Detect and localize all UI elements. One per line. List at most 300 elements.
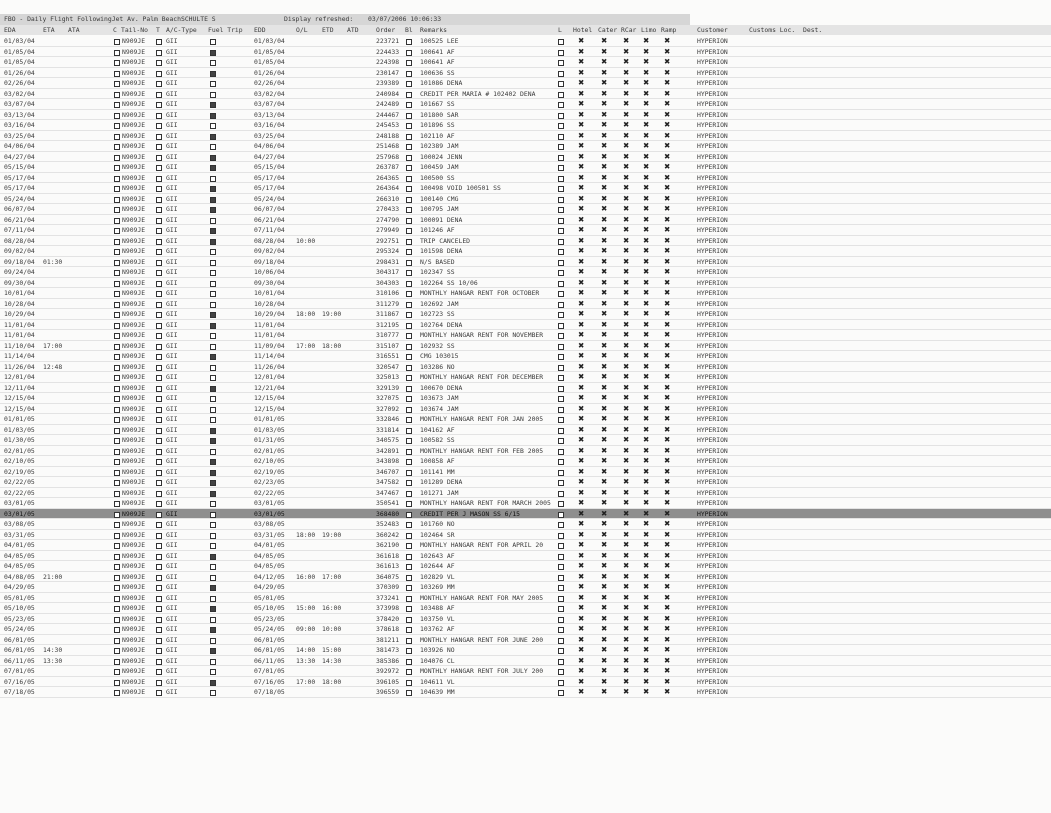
limo-x-icon[interactable] bbox=[643, 78, 649, 89]
c-checkbox[interactable] bbox=[114, 312, 120, 318]
table-row[interactable] bbox=[0, 152, 1051, 163]
fuel-trip-checkbox[interactable] bbox=[210, 680, 216, 686]
ramp-x-icon[interactable] bbox=[664, 372, 670, 383]
l-checkbox[interactable] bbox=[558, 323, 564, 329]
rcar-x-icon[interactable] bbox=[623, 519, 629, 530]
limo-x-icon[interactable] bbox=[643, 645, 649, 656]
c-checkbox[interactable] bbox=[114, 144, 120, 150]
table-row[interactable] bbox=[0, 425, 1051, 436]
bl-checkbox[interactable] bbox=[406, 396, 412, 402]
l-checkbox[interactable] bbox=[558, 386, 564, 392]
c-checkbox[interactable] bbox=[114, 428, 120, 434]
fuel-trip-checkbox[interactable] bbox=[210, 218, 216, 224]
l-checkbox[interactable] bbox=[558, 554, 564, 560]
fuel-trip-checkbox[interactable] bbox=[210, 638, 216, 644]
fuel-trip-checkbox[interactable] bbox=[210, 260, 216, 266]
hotel-x-icon[interactable] bbox=[578, 330, 584, 341]
bl-checkbox[interactable] bbox=[406, 470, 412, 476]
fuel-trip-checkbox[interactable] bbox=[210, 627, 216, 633]
fuel-trip-checkbox[interactable] bbox=[210, 113, 216, 119]
ramp-x-icon[interactable] bbox=[664, 509, 670, 520]
l-checkbox[interactable] bbox=[558, 690, 564, 696]
table-row[interactable] bbox=[0, 309, 1051, 320]
cater-x-icon[interactable] bbox=[601, 467, 607, 478]
l-checkbox[interactable] bbox=[558, 81, 564, 87]
fuel-trip-checkbox[interactable] bbox=[210, 323, 216, 329]
cater-x-icon[interactable] bbox=[601, 194, 607, 205]
c-checkbox[interactable] bbox=[114, 522, 120, 528]
hotel-x-icon[interactable] bbox=[578, 435, 584, 446]
col-atd[interactable]: ATD bbox=[347, 26, 359, 34]
l-checkbox[interactable] bbox=[558, 123, 564, 129]
c-checkbox[interactable] bbox=[114, 197, 120, 203]
ramp-x-icon[interactable] bbox=[664, 267, 670, 278]
table-row[interactable] bbox=[0, 162, 1051, 173]
l-checkbox[interactable] bbox=[558, 333, 564, 339]
bl-checkbox[interactable] bbox=[406, 165, 412, 171]
hotel-x-icon[interactable] bbox=[578, 509, 584, 520]
c-checkbox[interactable] bbox=[114, 165, 120, 171]
table-row[interactable] bbox=[0, 236, 1051, 247]
bl-checkbox[interactable] bbox=[406, 249, 412, 255]
t-checkbox[interactable] bbox=[156, 354, 162, 360]
fuel-trip-checkbox[interactable] bbox=[210, 249, 216, 255]
t-checkbox[interactable] bbox=[156, 144, 162, 150]
table-row[interactable] bbox=[0, 603, 1051, 614]
c-checkbox[interactable] bbox=[114, 228, 120, 234]
hotel-x-icon[interactable] bbox=[578, 372, 584, 383]
table-row[interactable] bbox=[0, 173, 1051, 184]
t-checkbox[interactable] bbox=[156, 554, 162, 560]
cater-x-icon[interactable] bbox=[601, 561, 607, 572]
bl-checkbox[interactable] bbox=[406, 155, 412, 161]
t-checkbox[interactable] bbox=[156, 501, 162, 507]
cater-x-icon[interactable] bbox=[601, 152, 607, 163]
rcar-x-icon[interactable] bbox=[623, 551, 629, 562]
cater-x-icon[interactable] bbox=[601, 456, 607, 467]
l-checkbox[interactable] bbox=[558, 144, 564, 150]
cater-x-icon[interactable] bbox=[601, 624, 607, 635]
ramp-x-icon[interactable] bbox=[664, 110, 670, 121]
l-checkbox[interactable] bbox=[558, 260, 564, 266]
table-row[interactable] bbox=[0, 614, 1051, 625]
fuel-trip-checkbox[interactable] bbox=[210, 470, 216, 476]
ramp-x-icon[interactable] bbox=[664, 89, 670, 100]
c-checkbox[interactable] bbox=[114, 155, 120, 161]
rcar-x-icon[interactable] bbox=[623, 656, 629, 667]
limo-x-icon[interactable] bbox=[643, 372, 649, 383]
c-checkbox[interactable] bbox=[114, 575, 120, 581]
hotel-x-icon[interactable] bbox=[578, 393, 584, 404]
ramp-x-icon[interactable] bbox=[664, 467, 670, 478]
hotel-x-icon[interactable] bbox=[578, 236, 584, 247]
table-row[interactable] bbox=[0, 89, 1051, 100]
ramp-x-icon[interactable] bbox=[664, 656, 670, 667]
rcar-x-icon[interactable] bbox=[623, 267, 629, 278]
hotel-x-icon[interactable] bbox=[578, 204, 584, 215]
rcar-x-icon[interactable] bbox=[623, 603, 629, 614]
fuel-trip-checkbox[interactable] bbox=[210, 134, 216, 140]
fuel-trip-checkbox[interactable] bbox=[210, 71, 216, 77]
bl-checkbox[interactable] bbox=[406, 627, 412, 633]
rcar-x-icon[interactable] bbox=[623, 677, 629, 688]
rcar-x-icon[interactable] bbox=[623, 498, 629, 509]
col-eta[interactable]: ETA bbox=[43, 26, 55, 34]
col-fuel-trip[interactable]: Fuel Trip bbox=[208, 26, 243, 34]
t-checkbox[interactable] bbox=[156, 291, 162, 297]
bl-checkbox[interactable] bbox=[406, 218, 412, 224]
table-row[interactable] bbox=[0, 320, 1051, 331]
cater-x-icon[interactable] bbox=[601, 372, 607, 383]
hotel-x-icon[interactable] bbox=[578, 477, 584, 488]
table-row[interactable] bbox=[0, 351, 1051, 362]
limo-x-icon[interactable] bbox=[643, 173, 649, 184]
fuel-trip-checkbox[interactable] bbox=[210, 354, 216, 360]
table-row[interactable] bbox=[0, 645, 1051, 656]
bl-checkbox[interactable] bbox=[406, 407, 412, 413]
l-checkbox[interactable] bbox=[558, 449, 564, 455]
t-checkbox[interactable] bbox=[156, 522, 162, 528]
ramp-x-icon[interactable] bbox=[664, 488, 670, 499]
bl-checkbox[interactable] bbox=[406, 60, 412, 66]
l-checkbox[interactable] bbox=[558, 438, 564, 444]
t-checkbox[interactable] bbox=[156, 638, 162, 644]
table-row[interactable] bbox=[0, 299, 1051, 310]
ramp-x-icon[interactable] bbox=[664, 540, 670, 551]
limo-x-icon[interactable] bbox=[643, 414, 649, 425]
hotel-x-icon[interactable] bbox=[578, 288, 584, 299]
c-checkbox[interactable] bbox=[114, 543, 120, 549]
l-checkbox[interactable] bbox=[558, 480, 564, 486]
l-checkbox[interactable] bbox=[558, 365, 564, 371]
bl-checkbox[interactable] bbox=[406, 449, 412, 455]
limo-x-icon[interactable] bbox=[643, 89, 649, 100]
limo-x-icon[interactable] bbox=[643, 488, 649, 499]
bl-checkbox[interactable] bbox=[406, 554, 412, 560]
l-checkbox[interactable] bbox=[558, 354, 564, 360]
table-row[interactable] bbox=[0, 393, 1051, 404]
limo-x-icon[interactable] bbox=[643, 267, 649, 278]
rcar-x-icon[interactable] bbox=[623, 372, 629, 383]
t-checkbox[interactable] bbox=[156, 438, 162, 444]
bl-checkbox[interactable] bbox=[406, 260, 412, 266]
fuel-trip-checkbox[interactable] bbox=[210, 81, 216, 87]
col-eda[interactable]: EDA bbox=[4, 26, 16, 34]
bl-checkbox[interactable] bbox=[406, 176, 412, 182]
rcar-x-icon[interactable] bbox=[623, 246, 629, 257]
bl-checkbox[interactable] bbox=[406, 228, 412, 234]
table-row[interactable] bbox=[0, 540, 1051, 551]
rcar-x-icon[interactable] bbox=[623, 47, 629, 58]
l-checkbox[interactable] bbox=[558, 575, 564, 581]
table-row[interactable] bbox=[0, 677, 1051, 688]
c-checkbox[interactable] bbox=[114, 512, 120, 518]
c-checkbox[interactable] bbox=[114, 459, 120, 465]
limo-x-icon[interactable] bbox=[643, 362, 649, 373]
cater-x-icon[interactable] bbox=[601, 488, 607, 499]
rcar-x-icon[interactable] bbox=[623, 68, 629, 79]
l-checkbox[interactable] bbox=[558, 470, 564, 476]
rcar-x-icon[interactable] bbox=[623, 288, 629, 299]
hotel-x-icon[interactable] bbox=[578, 540, 584, 551]
t-checkbox[interactable] bbox=[156, 617, 162, 623]
l-checkbox[interactable] bbox=[558, 627, 564, 633]
table-row[interactable] bbox=[0, 57, 1051, 68]
ramp-x-icon[interactable] bbox=[664, 309, 670, 320]
cater-x-icon[interactable] bbox=[601, 435, 607, 446]
t-checkbox[interactable] bbox=[156, 197, 162, 203]
t-checkbox[interactable] bbox=[156, 134, 162, 140]
ramp-x-icon[interactable] bbox=[664, 393, 670, 404]
cater-x-icon[interactable] bbox=[601, 446, 607, 457]
hotel-x-icon[interactable] bbox=[578, 68, 584, 79]
t-checkbox[interactable] bbox=[156, 344, 162, 350]
ramp-x-icon[interactable] bbox=[664, 572, 670, 583]
cater-x-icon[interactable] bbox=[601, 120, 607, 131]
cater-x-icon[interactable] bbox=[601, 404, 607, 415]
l-checkbox[interactable] bbox=[558, 459, 564, 465]
ramp-x-icon[interactable] bbox=[664, 677, 670, 688]
rcar-x-icon[interactable] bbox=[623, 110, 629, 121]
fuel-trip-checkbox[interactable] bbox=[210, 407, 216, 413]
hotel-x-icon[interactable] bbox=[578, 687, 584, 698]
hotel-x-icon[interactable] bbox=[578, 467, 584, 478]
rcar-x-icon[interactable] bbox=[623, 120, 629, 131]
table-row[interactable] bbox=[0, 687, 1051, 698]
bl-checkbox[interactable] bbox=[406, 648, 412, 654]
rcar-x-icon[interactable] bbox=[623, 215, 629, 226]
fuel-trip-checkbox[interactable] bbox=[210, 596, 216, 602]
rcar-x-icon[interactable] bbox=[623, 456, 629, 467]
bl-checkbox[interactable] bbox=[406, 522, 412, 528]
limo-x-icon[interactable] bbox=[643, 530, 649, 541]
table-row[interactable] bbox=[0, 582, 1051, 593]
c-checkbox[interactable] bbox=[114, 260, 120, 266]
fuel-trip-checkbox[interactable] bbox=[210, 155, 216, 161]
t-checkbox[interactable] bbox=[156, 407, 162, 413]
hotel-x-icon[interactable] bbox=[578, 666, 584, 677]
table-row[interactable] bbox=[0, 446, 1051, 457]
col-edd[interactable]: EDD bbox=[254, 26, 266, 34]
col-tail-no[interactable]: Tail-No bbox=[121, 26, 148, 34]
bl-checkbox[interactable] bbox=[406, 564, 412, 570]
ramp-x-icon[interactable] bbox=[664, 47, 670, 58]
ramp-x-icon[interactable] bbox=[664, 603, 670, 614]
fuel-trip-checkbox[interactable] bbox=[210, 123, 216, 129]
t-checkbox[interactable] bbox=[156, 165, 162, 171]
table-row[interactable] bbox=[0, 635, 1051, 646]
hotel-x-icon[interactable] bbox=[578, 603, 584, 614]
rcar-x-icon[interactable] bbox=[623, 383, 629, 394]
limo-x-icon[interactable] bbox=[643, 278, 649, 289]
hotel-x-icon[interactable] bbox=[578, 47, 584, 58]
rcar-x-icon[interactable] bbox=[623, 645, 629, 656]
cater-x-icon[interactable] bbox=[601, 677, 607, 688]
limo-x-icon[interactable] bbox=[643, 36, 649, 47]
fuel-trip-checkbox[interactable] bbox=[210, 186, 216, 192]
l-checkbox[interactable] bbox=[558, 176, 564, 182]
l-checkbox[interactable] bbox=[558, 249, 564, 255]
hotel-x-icon[interactable] bbox=[578, 120, 584, 131]
fuel-trip-checkbox[interactable] bbox=[210, 312, 216, 318]
col-l[interactable]: L bbox=[558, 26, 562, 34]
t-checkbox[interactable] bbox=[156, 71, 162, 77]
cater-x-icon[interactable] bbox=[601, 519, 607, 530]
fuel-trip-checkbox[interactable] bbox=[210, 165, 216, 171]
hotel-x-icon[interactable] bbox=[578, 309, 584, 320]
l-checkbox[interactable] bbox=[558, 239, 564, 245]
fuel-trip-checkbox[interactable] bbox=[210, 491, 216, 497]
limo-x-icon[interactable] bbox=[643, 561, 649, 572]
c-checkbox[interactable] bbox=[114, 449, 120, 455]
l-checkbox[interactable] bbox=[558, 207, 564, 213]
bl-checkbox[interactable] bbox=[406, 638, 412, 644]
c-checkbox[interactable] bbox=[114, 60, 120, 66]
hotel-x-icon[interactable] bbox=[578, 635, 584, 646]
fuel-trip-checkbox[interactable] bbox=[210, 564, 216, 570]
c-checkbox[interactable] bbox=[114, 102, 120, 108]
hotel-x-icon[interactable] bbox=[578, 498, 584, 509]
c-checkbox[interactable] bbox=[114, 239, 120, 245]
ramp-x-icon[interactable] bbox=[664, 204, 670, 215]
c-checkbox[interactable] bbox=[114, 333, 120, 339]
col-hotel[interactable]: Hotel bbox=[573, 26, 593, 34]
table-row[interactable] bbox=[0, 561, 1051, 572]
limo-x-icon[interactable] bbox=[643, 215, 649, 226]
bl-checkbox[interactable] bbox=[406, 312, 412, 318]
rcar-x-icon[interactable] bbox=[623, 141, 629, 152]
fuel-trip-checkbox[interactable] bbox=[210, 585, 216, 591]
limo-x-icon[interactable] bbox=[643, 404, 649, 415]
ramp-x-icon[interactable] bbox=[664, 477, 670, 488]
c-checkbox[interactable] bbox=[114, 71, 120, 77]
limo-x-icon[interactable] bbox=[643, 330, 649, 341]
ramp-x-icon[interactable] bbox=[664, 614, 670, 625]
limo-x-icon[interactable] bbox=[643, 99, 649, 110]
rcar-x-icon[interactable] bbox=[623, 309, 629, 320]
l-checkbox[interactable] bbox=[558, 680, 564, 686]
rcar-x-icon[interactable] bbox=[623, 183, 629, 194]
hotel-x-icon[interactable] bbox=[578, 131, 584, 142]
limo-x-icon[interactable] bbox=[643, 341, 649, 352]
l-checkbox[interactable] bbox=[558, 522, 564, 528]
hotel-x-icon[interactable] bbox=[578, 645, 584, 656]
t-checkbox[interactable] bbox=[156, 491, 162, 497]
c-checkbox[interactable] bbox=[114, 606, 120, 612]
table-row[interactable] bbox=[0, 383, 1051, 394]
table-row[interactable] bbox=[0, 404, 1051, 415]
ramp-x-icon[interactable] bbox=[664, 446, 670, 457]
hotel-x-icon[interactable] bbox=[578, 183, 584, 194]
cater-x-icon[interactable] bbox=[601, 141, 607, 152]
limo-x-icon[interactable] bbox=[643, 687, 649, 698]
limo-x-icon[interactable] bbox=[643, 68, 649, 79]
c-checkbox[interactable] bbox=[114, 617, 120, 623]
hotel-x-icon[interactable] bbox=[578, 383, 584, 394]
t-checkbox[interactable] bbox=[156, 659, 162, 665]
l-checkbox[interactable] bbox=[558, 512, 564, 518]
rcar-x-icon[interactable] bbox=[623, 320, 629, 331]
fuel-trip-checkbox[interactable] bbox=[210, 197, 216, 203]
rcar-x-icon[interactable] bbox=[623, 582, 629, 593]
l-checkbox[interactable] bbox=[558, 281, 564, 287]
rcar-x-icon[interactable] bbox=[623, 152, 629, 163]
table-row[interactable] bbox=[0, 131, 1051, 142]
cater-x-icon[interactable] bbox=[601, 246, 607, 257]
ramp-x-icon[interactable] bbox=[664, 183, 670, 194]
limo-x-icon[interactable] bbox=[643, 519, 649, 530]
t-checkbox[interactable] bbox=[156, 333, 162, 339]
ramp-x-icon[interactable] bbox=[664, 435, 670, 446]
cater-x-icon[interactable] bbox=[601, 267, 607, 278]
l-checkbox[interactable] bbox=[558, 218, 564, 224]
cater-x-icon[interactable] bbox=[601, 110, 607, 121]
hotel-x-icon[interactable] bbox=[578, 267, 584, 278]
cater-x-icon[interactable] bbox=[601, 89, 607, 100]
fuel-trip-checkbox[interactable] bbox=[210, 522, 216, 528]
rcar-x-icon[interactable] bbox=[623, 561, 629, 572]
ramp-x-icon[interactable] bbox=[664, 68, 670, 79]
ramp-x-icon[interactable] bbox=[664, 593, 670, 604]
bl-checkbox[interactable] bbox=[406, 533, 412, 539]
limo-x-icon[interactable] bbox=[643, 225, 649, 236]
cater-x-icon[interactable] bbox=[601, 362, 607, 373]
limo-x-icon[interactable] bbox=[643, 183, 649, 194]
limo-x-icon[interactable] bbox=[643, 635, 649, 646]
limo-x-icon[interactable] bbox=[643, 435, 649, 446]
ramp-x-icon[interactable] bbox=[664, 288, 670, 299]
limo-x-icon[interactable] bbox=[643, 393, 649, 404]
t-checkbox[interactable] bbox=[156, 323, 162, 329]
bl-checkbox[interactable] bbox=[406, 39, 412, 45]
t-checkbox[interactable] bbox=[156, 596, 162, 602]
cater-x-icon[interactable] bbox=[601, 351, 607, 362]
c-checkbox[interactable] bbox=[114, 480, 120, 486]
table-row[interactable] bbox=[0, 456, 1051, 467]
ramp-x-icon[interactable] bbox=[664, 278, 670, 289]
cater-x-icon[interactable] bbox=[601, 687, 607, 698]
col-c[interactable]: C bbox=[113, 26, 117, 34]
t-checkbox[interactable] bbox=[156, 648, 162, 654]
col-cater[interactable]: Cater bbox=[598, 26, 618, 34]
cater-x-icon[interactable] bbox=[601, 425, 607, 436]
t-checkbox[interactable] bbox=[156, 365, 162, 371]
fuel-trip-checkbox[interactable] bbox=[210, 449, 216, 455]
fuel-trip-checkbox[interactable] bbox=[210, 281, 216, 287]
limo-x-icon[interactable] bbox=[643, 131, 649, 142]
ramp-x-icon[interactable] bbox=[664, 341, 670, 352]
c-checkbox[interactable] bbox=[114, 344, 120, 350]
cater-x-icon[interactable] bbox=[601, 414, 607, 425]
c-checkbox[interactable] bbox=[114, 270, 120, 276]
hotel-x-icon[interactable] bbox=[578, 414, 584, 425]
hotel-x-icon[interactable] bbox=[578, 299, 584, 310]
fuel-trip-checkbox[interactable] bbox=[210, 302, 216, 308]
bl-checkbox[interactable] bbox=[406, 585, 412, 591]
col-customer[interactable]: Customer bbox=[697, 26, 728, 34]
ramp-x-icon[interactable] bbox=[664, 320, 670, 331]
limo-x-icon[interactable] bbox=[643, 194, 649, 205]
ramp-x-icon[interactable] bbox=[664, 551, 670, 562]
l-checkbox[interactable] bbox=[558, 71, 564, 77]
ramp-x-icon[interactable] bbox=[664, 519, 670, 530]
bl-checkbox[interactable] bbox=[406, 281, 412, 287]
table-row[interactable] bbox=[0, 36, 1051, 47]
c-checkbox[interactable] bbox=[114, 218, 120, 224]
cater-x-icon[interactable] bbox=[601, 57, 607, 68]
limo-x-icon[interactable] bbox=[643, 309, 649, 320]
c-checkbox[interactable] bbox=[114, 638, 120, 644]
